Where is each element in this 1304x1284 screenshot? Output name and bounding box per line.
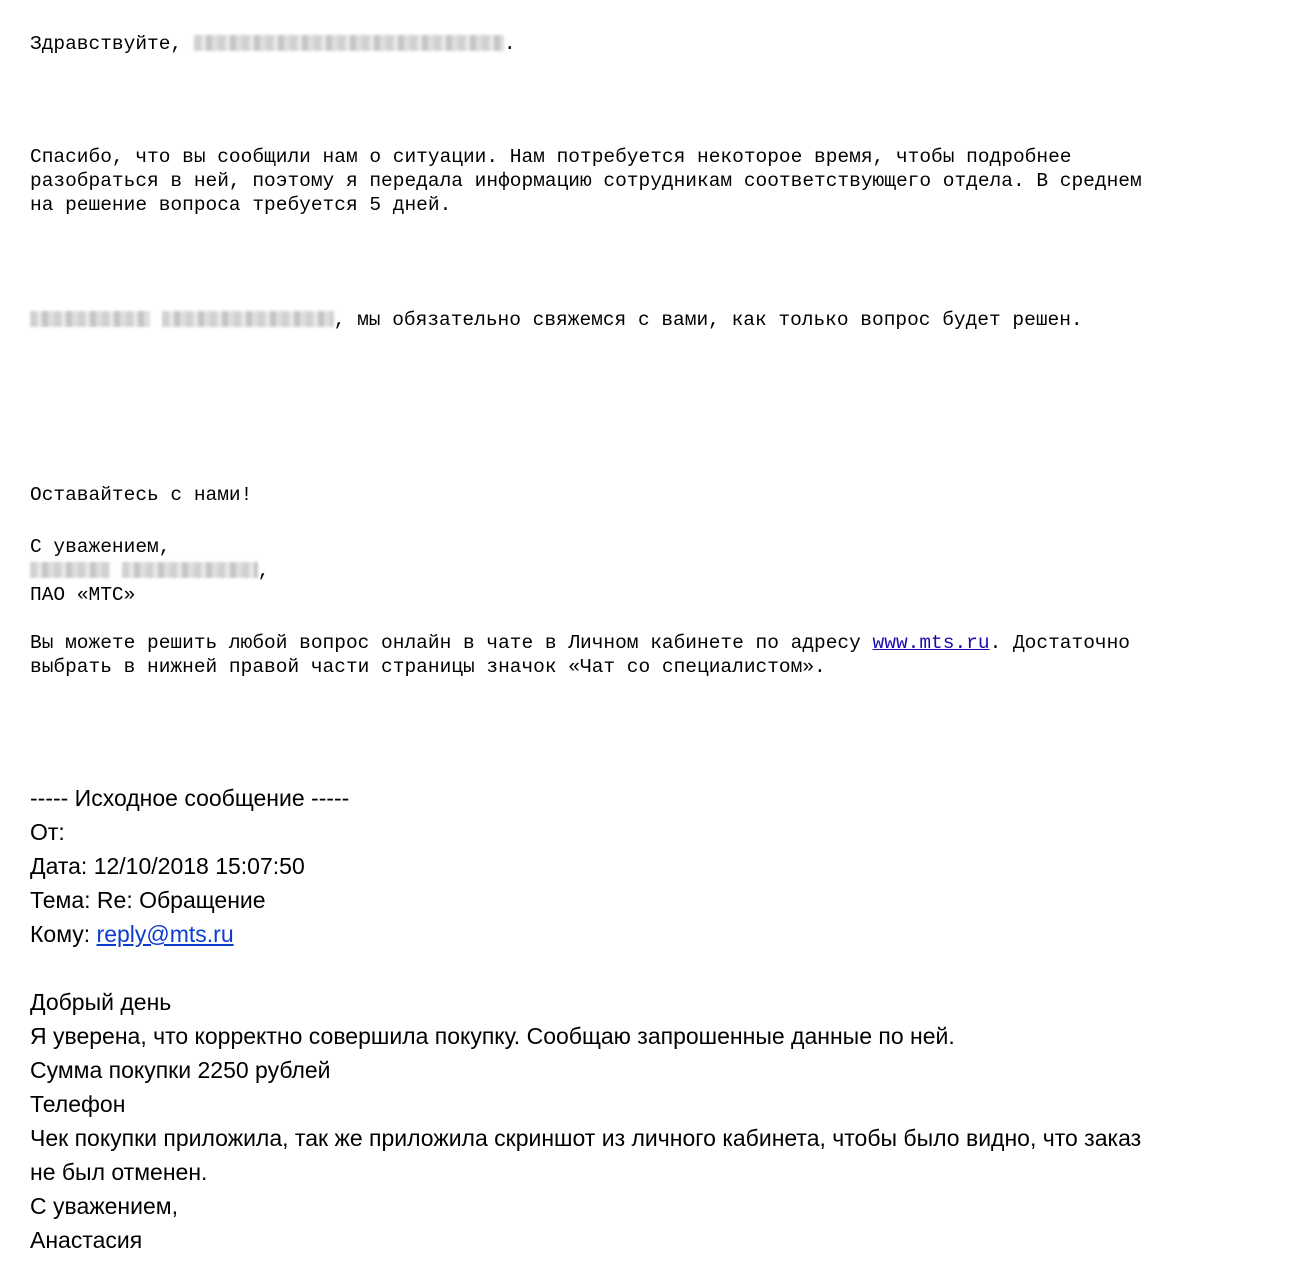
original-body-line-2: Я уверена, что корректно совершила покупку. Сообщаю запрошенные данные по ней.: [30, 1023, 955, 1049]
redacted-customer-name: [194, 35, 504, 51]
reply-paragraph-1-line-2: разобраться в ней, поэтому я передала информацию сотрудникам соответствующего отдела. В среднем: [30, 170, 1142, 192]
redacted-agent-first-name: [30, 562, 110, 578]
reply-paragraph-1-line-1: Спасибо, что вы сообщили нам о ситуации. Нам потребуется некоторое время, чтобы подробнее: [30, 146, 1072, 168]
original-message-header: ----- Исходное сообщение -----: [30, 785, 350, 811]
original-body-line-1: Добрый день: [30, 989, 172, 1015]
redacted-agent-last-name: [122, 562, 258, 578]
greeting-prefix: Здравствуйте,: [30, 33, 183, 55]
reply-paragraph-2: [30, 308, 1083, 332]
original-to: [30, 917, 234, 951]
online-line-1-suffix: . Достаточно: [989, 632, 1131, 654]
original-body-line-6: не был отменен.: [30, 1159, 208, 1185]
greeting-suffix: .: [503, 33, 516, 55]
greeting-line: [30, 32, 516, 56]
reply-paragraph-1-line-3: на решение вопроса требуется 5 дней.: [30, 194, 452, 216]
original-from: От:: [30, 819, 65, 845]
online-line-2: выбрать в нижней правой части страницы значок «Чат со специалистом».: [30, 656, 826, 678]
original-body-line-7: С уважением,: [30, 1193, 178, 1219]
signature-line: [30, 559, 269, 583]
reply-paragraph-2-text: , мы обязательно свяжемся с вами, как только вопрос будет решен.: [333, 309, 1083, 331]
original-date: Дата: 12/10/2018 15:07:50: [30, 853, 305, 879]
original-subject: Тема: Re: Обращение: [30, 887, 266, 913]
reply-email-link[interactable]: reply@mts.ru: [96, 921, 234, 947]
reply-regards: С уважением,: [30, 536, 171, 558]
original-body-line-8: Анастасия: [30, 1227, 143, 1253]
mts-website-link[interactable]: www.mts.ru: [872, 632, 990, 654]
redacted-name-1: [30, 311, 150, 327]
original-body-line-5: Чек покупки приложила, так же приложила скриншот из личного кабинета, чтобы было видно, что заказ: [30, 1125, 1142, 1151]
company-name: ПАО «МТС»: [30, 584, 136, 606]
signature-suffix: ,: [257, 560, 270, 582]
original-to-label: Кому:: [30, 921, 97, 947]
original-body-line-4: Телефон: [30, 1091, 126, 1117]
stay-with-us: Оставайтесь с нами!: [30, 484, 253, 506]
online-line-1-prefix: Вы можете решить любой вопрос онлайн в чате в Личном кабинете по адресу: [30, 632, 873, 654]
online-line-1: [30, 631, 1130, 655]
original-body-line-3: Сумма покупки 2250 рублей: [30, 1057, 331, 1083]
redacted-name-2: [162, 311, 334, 327]
